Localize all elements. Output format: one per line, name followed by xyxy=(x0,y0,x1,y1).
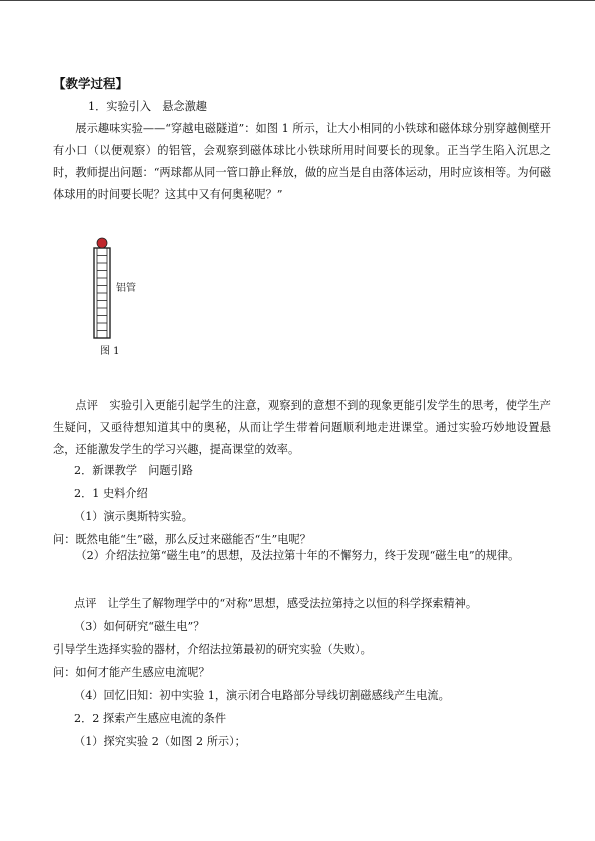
item-4-review: （4）回忆旧知：初中实验 1，演示闭合电路部分导线切割磁感线产生电流。 xyxy=(74,689,450,702)
question-1: 问：既然电能“生”磁，那么反过来磁能否“生”电呢？ xyxy=(53,533,311,546)
subsection-2-1-title: 2．1 史料介绍 xyxy=(74,487,148,500)
subsection-title-1: 1．实验引入 悬念激趣 xyxy=(88,100,207,113)
aluminum-tube-diagram xyxy=(86,236,166,356)
figure-aluminum-tube xyxy=(86,236,166,356)
magnet-ball xyxy=(97,238,107,248)
item-2-faraday: （2）介绍法拉第“磁生电”的思想，及法拉第十年的不懈努力，终于发现“磁生电”的规律。 xyxy=(75,549,520,562)
subsection-2-2-title: 2．2 探索产生感应电流的条件 xyxy=(74,712,227,725)
intro-paragraph: 展示趣味实验——“穿越电磁隧道”：如图 1 所示，让大小相同的小铁球和磁体球分别穿越侧壁开有小口（以便观察）的铝管，会观察到磁体球比小铁球所用时间要长的现象。正当学生陷入沉思之时，教师提出问题：“两球都从同一管口静止释放，做的应当是自由落体运动，用时应该相等。为何磁体球用的时间要长呢？这其中又有何奥秘呢？” xyxy=(53,122,551,201)
section-heading: 【教学过程】 xyxy=(53,76,129,91)
item-1-oersted: （1）演示奥斯特实验。 xyxy=(74,510,193,523)
figure-1-caption: 图 1 xyxy=(100,346,120,357)
comment-paragraph-1: 点评 实验引入更能引起学生的注意，观察到的意想不到的现象更能引发学生的思考，使学生产生疑问，又亟待想知道其中的奥秘，从而让学生带着问题顺利地走进课堂。通过实验巧妙地设置悬念，还能激发学生的学习兴趣，提高课堂的效率。 xyxy=(53,399,551,456)
top-rule xyxy=(0,0,595,1)
tube-label: 铝管 xyxy=(116,283,136,294)
comment-2: 点评 让学生了解物理学中的“对称”思想，感受法拉第持之以恒的科学探索精神。 xyxy=(74,597,478,610)
experiment-2-line: （1）探究实验 2（如图 2 所示）； xyxy=(74,735,246,748)
question-2: 问：如何才能产生感应电流呢？ xyxy=(53,666,210,679)
section-2-title: 2．新课教学 问题引路 xyxy=(74,464,193,477)
item-3-how-to-study: （3）如何研究“磁生电”？ xyxy=(74,620,205,633)
guide-line: 引导学生选择实验的器材，介绍法拉第最初的研究实验（失败）。 xyxy=(53,643,372,656)
